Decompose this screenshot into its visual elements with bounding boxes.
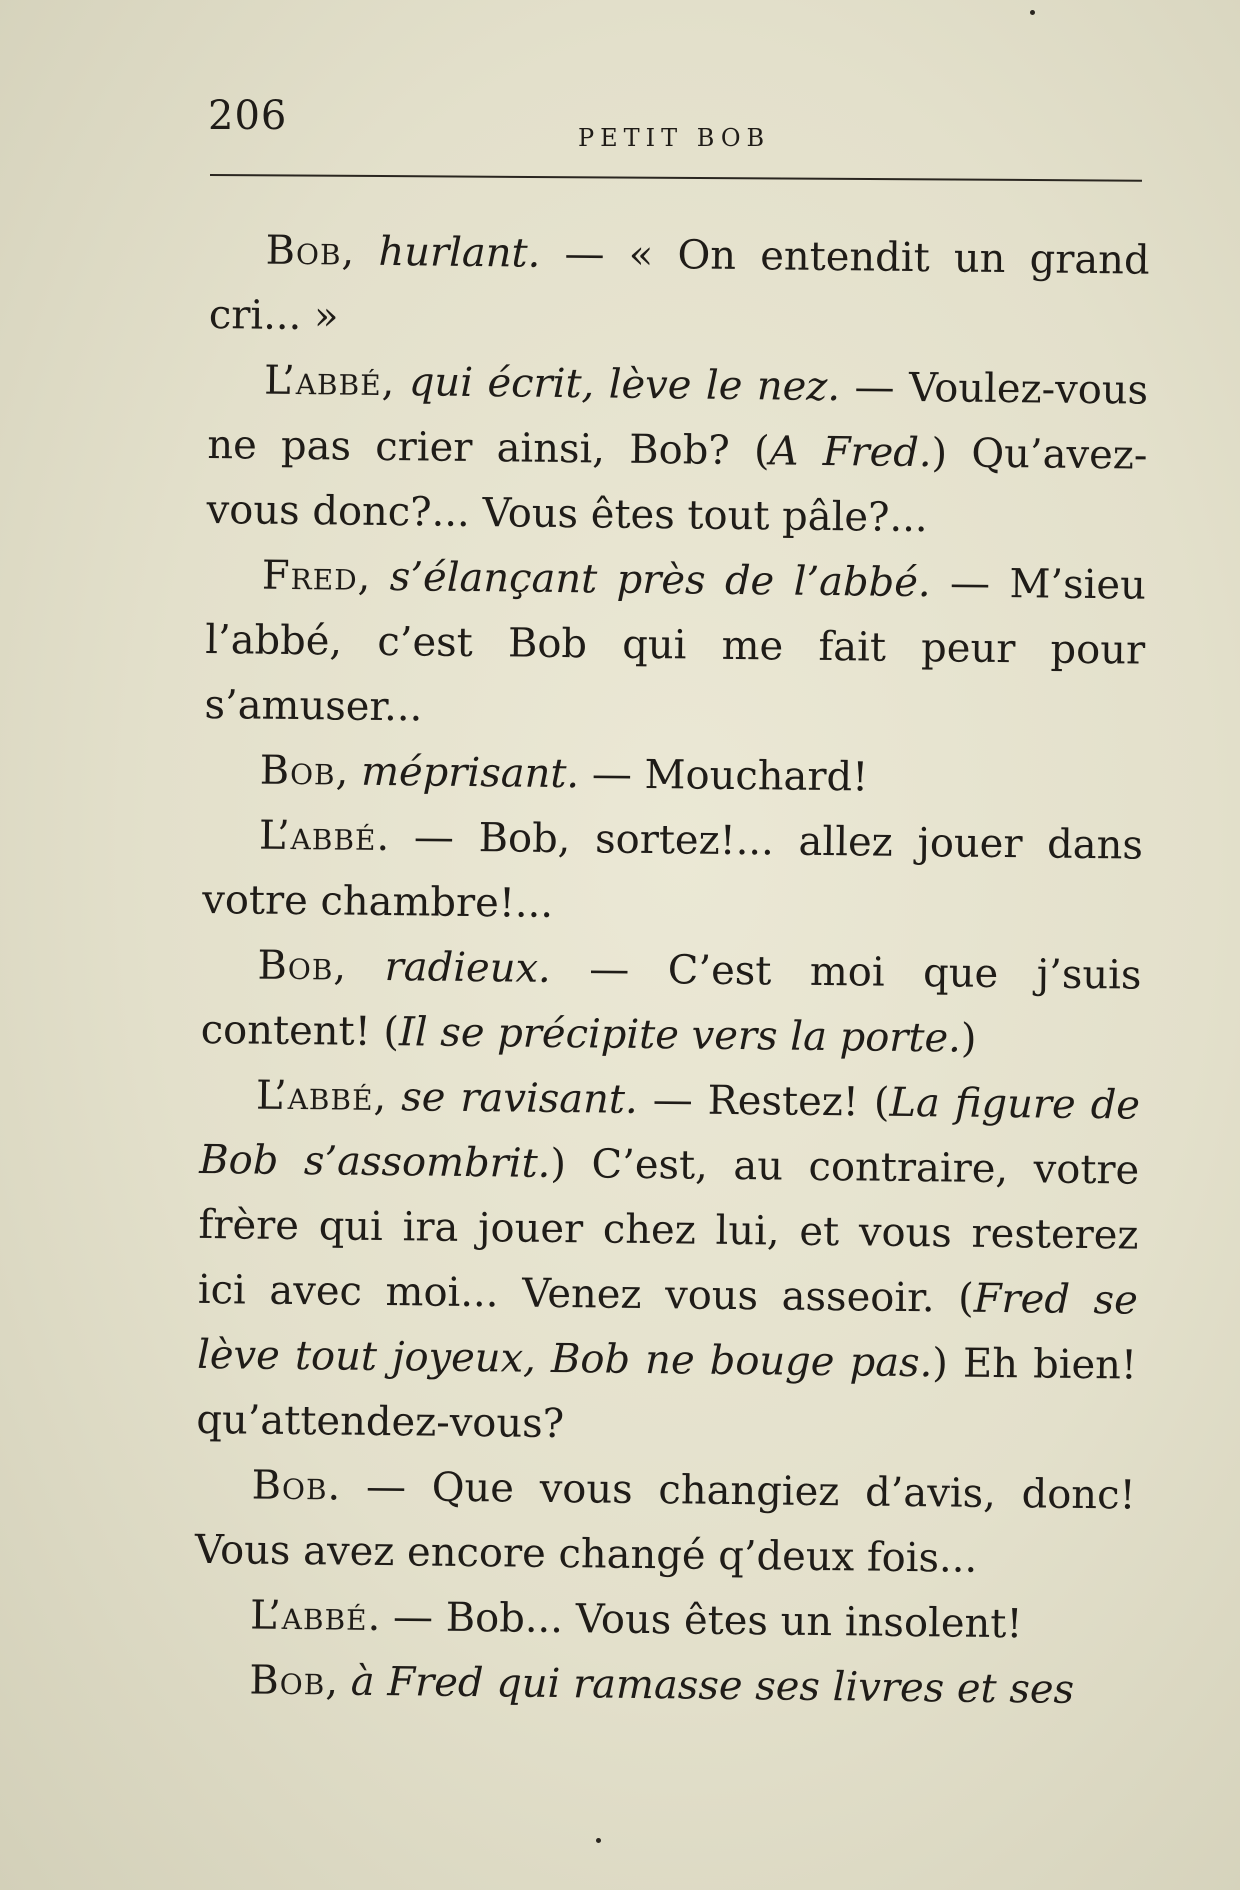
running-head: PETIT BOB (578, 124, 771, 152)
dialogue-text: — « On entendit un grand cri... » (208, 230, 1150, 340)
dialogue-text: ) C’est, au contraire, votre frère qui ira jouer chez lui, et vous resterez ici avec moi... Venez vous asseoir. ( (197, 1140, 1140, 1322)
dialogue-text: — Mouchard! (578, 751, 869, 801)
speaker-name: Bob (251, 1462, 328, 1510)
dialogue-text: , (373, 1073, 402, 1121)
dialogue-text: . — Que vous changiez d’avis, donc! Vous avez encore changé q’deux fois... (194, 1463, 1136, 1582)
dialogue-text: , (341, 228, 379, 275)
dialogue-text: . — Bob... Vous êtes un insolent! (367, 1593, 1023, 1648)
paragraph (196, 1063, 1140, 1464)
stage-direction: A Fred. (769, 428, 932, 477)
speaker-name: Bob (249, 1657, 326, 1705)
dialogue-text: , (333, 943, 385, 991)
paragraph (203, 738, 1144, 814)
stage-direction: se ravisant. (400, 1074, 638, 1123)
dialogue-text: — M’sieu l’abbé, c’est Bob qui me fait peur pour s’amuser... (204, 560, 1147, 731)
stage-direction: à (350, 1658, 375, 1705)
speaker-name: Bob (265, 227, 342, 275)
paragraph (206, 348, 1148, 554)
dialogue-text: , (381, 358, 410, 406)
dialogue-text: ) Eh bien! qu’attendez-vous? (196, 1340, 1138, 1448)
speaker-name: Bob (259, 747, 336, 795)
stage-direction: Il se précipite vers la porte. (398, 1009, 962, 1062)
paragraph (195, 1453, 1136, 1594)
page-body (193, 218, 1150, 1724)
dialogue-text: ) (960, 1015, 977, 1062)
dialogue-text: — Voulez-vous ne pas crier ainsi, Bob? ( (207, 364, 1149, 475)
header-rule (210, 174, 1142, 182)
ink-speck (1030, 10, 1035, 15)
speaker-name: L’abbé (263, 357, 382, 405)
stage-direction: hurlant. (378, 228, 541, 277)
stage-direction: Fred qui ramasse ses livres et ses (387, 1659, 1075, 1713)
dialogue-text: , (335, 748, 362, 795)
dialogue-text: ) Qu’avez-vous donc?... Vous êtes tout pâle?... (206, 430, 1148, 542)
speaker-name: Fred (261, 552, 358, 600)
dialogue-text: , (357, 553, 391, 601)
ink-speck (596, 1838, 601, 1843)
speaker-name: L’abbé (249, 1592, 368, 1640)
stage-direction: qui écrit, lève le nez. (408, 359, 841, 411)
dialogue-text (374, 1659, 387, 1705)
speaker-name: L’abbé (255, 1072, 374, 1120)
paragraph (200, 933, 1141, 1074)
dialogue-text: . — Bob, sortez!... allez jouer dans votre chambre!... (202, 813, 1144, 927)
speaker-name: L’abbé (258, 812, 377, 860)
stage-direction: Fred se lève tout joyeux, Bob ne bouge pas. (196, 1275, 1139, 1387)
dialogue-text: — C’est moi que j’suis content! ( (200, 945, 1142, 1056)
speaker-name: Bob (257, 942, 334, 990)
dialogue-text: , (325, 1658, 352, 1705)
paragraph (194, 1583, 1135, 1659)
paragraph (204, 543, 1146, 749)
stage-direction: méprisant. (360, 748, 580, 798)
stage-direction: La figure de Bob s’assombrit. (199, 1079, 1141, 1187)
stage-direction: s’élançant près de l’abbé. (389, 554, 931, 607)
paragraph (193, 1648, 1134, 1724)
paragraph (202, 803, 1143, 944)
stage-direction: radieux. (384, 944, 552, 992)
page-number: 206 (208, 93, 288, 139)
dialogue-text: — Restez! ( (637, 1076, 890, 1126)
paragraph (209, 218, 1150, 359)
